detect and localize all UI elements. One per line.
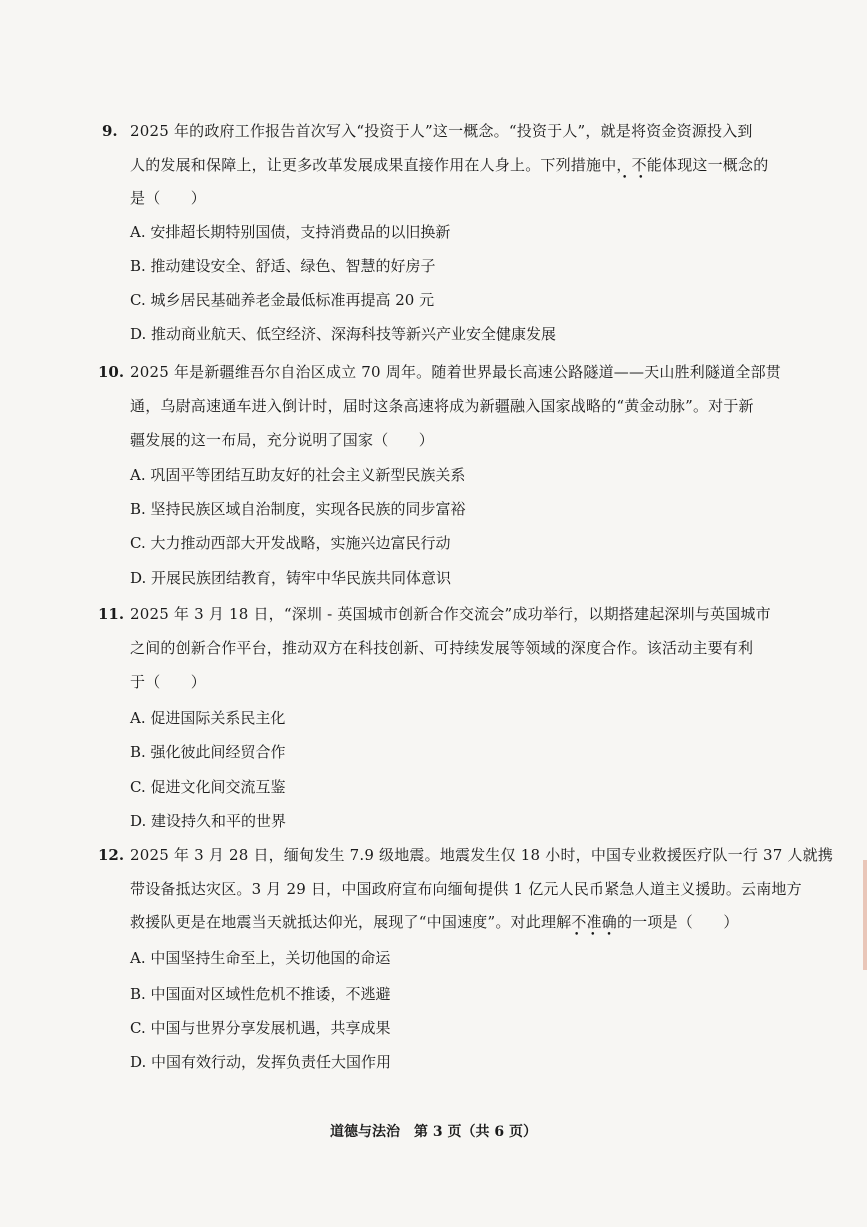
scan-edge-mark xyxy=(863,860,867,970)
question-stem-line: 人的发展和保障上，让更多改革发展成果直接作用在人身上。下列措施中，不能体现这一概念的 xyxy=(130,156,769,174)
option-d[interactable]: D. 推动商业航天、低空经济、深海科技等新兴产业安全健康发展 xyxy=(130,325,557,343)
option-a[interactable]: A. 促进国际关系民主化 xyxy=(130,709,286,727)
question-number: 11. xyxy=(98,605,125,623)
emphasis-dots: • • • xyxy=(574,930,616,940)
question-stem-line: 带设备抵达灾区。3 月 29 日，中国政府宣布向缅甸提供 1 亿元人民币紧急人道主义援助。云南地方 xyxy=(130,880,802,898)
emphasis-dots: • • xyxy=(622,173,648,183)
question-stem-line: 2025 年 3 月 28 日，缅甸发生 7.9 级地震。地震发生仅 18 小时，中国专业救援医疗队一行 37 人就携 xyxy=(130,846,834,864)
option-c[interactable]: C. 城乡居民基础养老金最低标准再提高 20 元 xyxy=(130,291,435,309)
option-c[interactable]: C. 促进文化间交流互鉴 xyxy=(130,778,286,796)
question-stem-line: 之间的创新合作平台，推动双方在科技创新、可持续发展等领域的深度合作。该活动主要有利 xyxy=(130,639,754,657)
question-stem-line: 疆发展的这一布局，充分说明了国家（ ） xyxy=(130,431,435,449)
option-d[interactable]: D. 中国有效行动，发挥负责任大国作用 xyxy=(130,1053,392,1071)
question-number: 12. xyxy=(98,846,125,864)
question-stem-line: 2025 年的政府工作报告首次写入“投资于人”这一概念。“投资于人”，就是将资金资源投入到 xyxy=(130,122,753,140)
question-number: 9. xyxy=(102,122,118,140)
question-stem-line: 于（ ） xyxy=(130,673,207,691)
option-b[interactable]: B. 中国面对区域性危机不推诿，不逃避 xyxy=(130,985,391,1003)
option-d[interactable]: D. 建设持久和平的世界 xyxy=(130,812,287,830)
question-stem-line: 2025 年是新疆维吾尔自治区成立 70 周年。随着世界最长高速公路隧道——天山胜利隧道全部贯 xyxy=(130,363,781,381)
option-b[interactable]: B. 推动建设安全、舒适、绿色、智慧的好房子 xyxy=(130,257,436,275)
option-c[interactable]: C. 大力推动西部大开发战略，实施兴边富民行动 xyxy=(130,534,451,552)
question-number: 10. xyxy=(98,363,125,381)
option-b[interactable]: B. 坚持民族区域自治制度，实现各民族的同步富裕 xyxy=(130,500,466,518)
option-a[interactable]: A. 巩固平等团结互助友好的社会主义新型民族关系 xyxy=(130,466,466,484)
option-d[interactable]: D. 开展民族团结教育，铸牢中华民族共同体意识 xyxy=(130,569,452,587)
question-stem-line: 2025 年 3 月 18 日，“深圳 - 英国城市创新合作交流会”成功举行，以期搭建起深圳与英国城市 xyxy=(130,605,771,623)
question-stem-line: 救援队更是在地震当天就抵达仰光，展现了“中国速度”。对此理解不准确的一项是（ ） xyxy=(130,913,739,931)
option-a[interactable]: A. 中国坚持生命至上，关切他国的命运 xyxy=(130,949,391,967)
option-c[interactable]: C. 中国与世界分享发展机遇，共享成果 xyxy=(130,1019,391,1037)
page-footer: 道德与法治 第 3 页（共 6 页） xyxy=(330,1124,537,1140)
option-a[interactable]: A. 安排超长期特别国债，支持消费品的以旧换新 xyxy=(130,223,451,241)
option-b[interactable]: B. 强化彼此间经贸合作 xyxy=(130,743,286,761)
question-stem-line: 通，乌尉高速通车进入倒计时，届时这条高速将成为新疆融入国家战略的“黄金动脉”。对于新 xyxy=(130,397,754,415)
question-stem-line: 是（ ） xyxy=(130,189,207,207)
